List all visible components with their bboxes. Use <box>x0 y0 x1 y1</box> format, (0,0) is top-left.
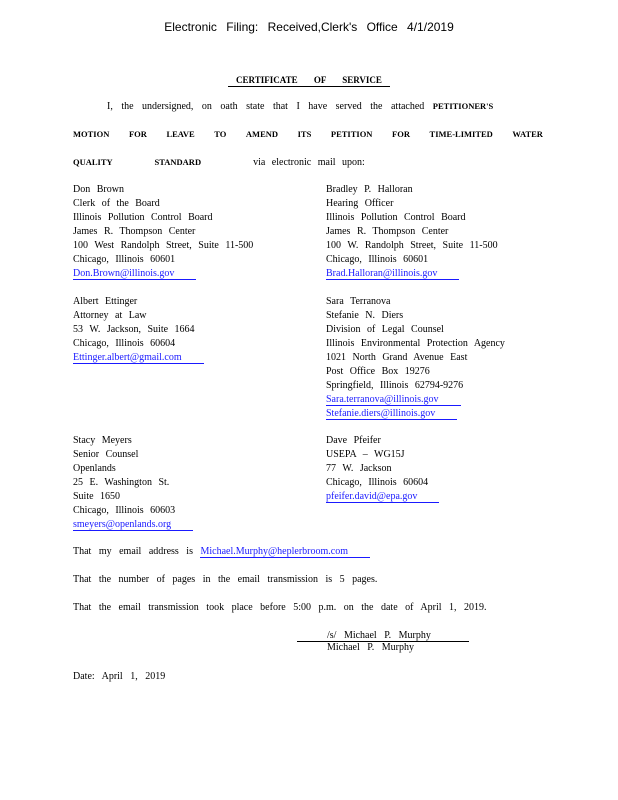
recipient-block <box>326 434 439 504</box>
recipient-address-line: Bradley P. Halloran <box>326 184 413 195</box>
recipient-address-line: 53 W. Jackson, Suite 1664 <box>73 324 195 335</box>
recipient-block <box>73 434 193 532</box>
recipient-address-line: Sara Terranova <box>326 296 391 307</box>
certificate-title: CERTIFICATE OF SERVICE <box>0 75 618 85</box>
signature-block <box>297 630 469 653</box>
recipient-address-line: Attorney at Law <box>73 310 147 321</box>
recipient-address-line: Division of Legal Counsel <box>326 324 444 335</box>
recipient-address-line: 25 E. Washington St. <box>73 477 170 488</box>
recipient-address-line: Stacy Meyers <box>73 435 132 446</box>
recipient-address-line: Chicago, Illinois 60603 <box>73 505 176 516</box>
intro-word: TIME-LIMITED <box>429 129 493 139</box>
pages-line: That the number of pages in the email transmission is 5 pages. <box>73 574 378 585</box>
signature: /s/ Michael P. Murphy <box>297 630 469 642</box>
recipient-address-line: Don Brown <box>73 184 124 195</box>
recipient-email-link[interactable]: smeyers@openlands.org <box>73 519 193 531</box>
recipient-address-line: Senior Counsel <box>73 449 139 460</box>
recipient-address-line: 1021 North Grand Avenue East <box>326 352 468 363</box>
intro-word: PETITION <box>330 129 373 139</box>
recipient-address-line: Openlands <box>73 463 116 474</box>
recipient-address-line: James R. Thompson Center <box>73 226 196 237</box>
recipient-address-line: Chicago, Illinois 60604 <box>73 338 176 349</box>
recipient-address-line: Chicago, Illinois 60601 <box>326 254 429 265</box>
intro-line-3: QUALITY STANDARD via electronic mail upon: <box>73 157 365 168</box>
recipient-address-line: 100 West Randolph Street, Suite 11-500 <box>73 240 254 251</box>
intro-line-1: I, the undersigned, on oath state that I have served the attached PETITIONER'S <box>107 101 494 112</box>
recipient-address-line: Hearing Officer <box>326 198 394 209</box>
intro-word: ITS <box>297 129 312 139</box>
intro-word: TO <box>214 129 227 139</box>
recipient-address-line: 77 W. Jackson <box>326 463 392 474</box>
intro-word: AMEND <box>245 129 279 139</box>
recipient-block <box>73 183 253 281</box>
intro-word: WATER <box>512 129 543 139</box>
recipient-email-link[interactable]: pfeifer.david@epa.gov <box>326 491 439 503</box>
recipient-address-line: Clerk of the Board <box>73 198 160 209</box>
intro-word: FOR <box>128 129 147 139</box>
recipient-email-link[interactable]: Ettinger.albert@gmail.com <box>73 352 204 364</box>
recipient-address-line: Illinois Environmental Protection Agency <box>326 338 505 349</box>
date-line: Date: April 1, 2019 <box>73 671 166 682</box>
recipient-address-line: Stefanie N. Diers <box>326 310 404 321</box>
intro-word: FOR <box>392 129 410 139</box>
recipient-email-link[interactable]: Stefanie.diers@illinois.gov <box>326 408 457 420</box>
recipient-block <box>73 295 204 365</box>
recipient-address-line: Illinois Pollution Control Board <box>73 212 213 223</box>
intro-line-2 <box>73 129 543 139</box>
recipient-address-line: James R. Thompson Center <box>326 226 449 237</box>
recipient-address-line: Chicago, Illinois 60604 <box>326 477 429 488</box>
recipient-address-line: Albert Ettinger <box>73 296 138 307</box>
recipient-address-line: Springfield, Illinois 62794-9276 <box>326 380 464 391</box>
intro-word: LEAVE <box>166 129 195 139</box>
recipient-email-link[interactable]: Don.Brown@illinois.gov <box>73 268 196 280</box>
recipient-address-line: Illinois Pollution Control Board <box>326 212 466 223</box>
filing-header: Electronic Filing: Received,Clerk's Office 4/1/2019 <box>164 20 454 34</box>
recipient-address-line: Dave Pfeifer <box>326 435 381 446</box>
recipient-address-line: Chicago, Illinois 60601 <box>73 254 176 265</box>
intro-word: MOTION <box>73 129 110 139</box>
recipient-block <box>326 295 505 421</box>
transmission-time-line: That the email transmission took place before 5:00 p.m. on the date of April 1, 2019. <box>73 602 487 613</box>
email-address-line: That my email address is Michael.Murphy@heplerbroom.com <box>73 546 370 557</box>
recipient-address-line: 100 W. Randolph Street, Suite 11-500 <box>326 240 498 251</box>
signer-name: Michael P. Murphy <box>327 642 414 653</box>
recipient-address-line: USEPA – WG15J <box>326 449 405 460</box>
recipient-email-link[interactable]: Brad.Halloran@illinois.gov <box>326 268 459 280</box>
recipient-address-line: Post Office Box 19276 <box>326 366 430 377</box>
recipient-address-line: Suite 1650 <box>73 491 121 502</box>
recipient-block <box>326 183 498 281</box>
sender-email-link[interactable]: Michael.Murphy@heplerbroom.com <box>200 546 370 558</box>
recipient-email-link[interactable]: Sara.terranova@illinois.gov <box>326 394 461 406</box>
